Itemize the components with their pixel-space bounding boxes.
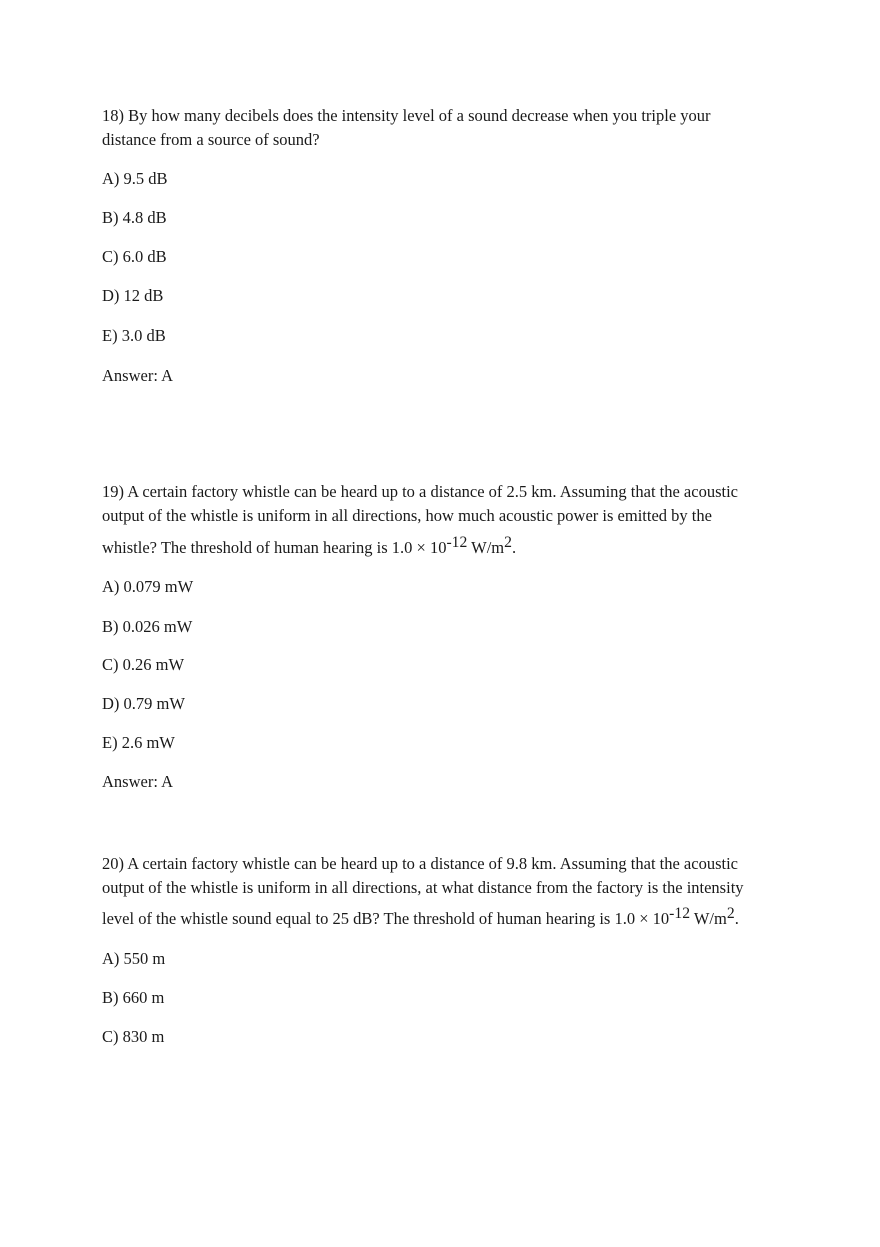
question-stem-line: distance from a source of sound?: [102, 130, 320, 149]
unit-text: W/m: [467, 538, 505, 557]
stem-text: whistle? The threshold of human hearing is 1.0 × 10: [102, 538, 447, 557]
answer-option-d: D) 12 dB: [102, 286, 164, 305]
stem-text: level of the whistle sound equal to 25 dB? The threshold of human hearing is 1.0 × 10: [102, 909, 670, 928]
answer-option-e: E) 3.0 dB: [102, 326, 166, 345]
question-stem-line: [102, 534, 517, 558]
answer-option-c: C) 6.0 dB: [102, 247, 167, 266]
answer-option-d: D) 0.79 mW: [102, 694, 185, 713]
question-stem-line: 20) A certain factory whistle can be heard up to a distance of 9.8 km. Assuming that the acoustic: [102, 854, 738, 873]
unit-text: W/m: [690, 909, 727, 928]
question-stem-line: output of the whistle is uniform in all directions, how much acoustic power is emitted by the: [102, 506, 712, 525]
answer-key: Answer: A: [102, 772, 174, 791]
answer-option-e: E) 2.6 mW: [102, 733, 175, 752]
answer-option-a: A) 0.079 mW: [102, 577, 194, 596]
answer-option-c: C) 830 m: [102, 1027, 165, 1046]
answer-option-b: B) 4.8 dB: [102, 208, 167, 227]
exponent: -12: [669, 905, 691, 922]
exponent: 2: [726, 905, 735, 922]
question-stem-line: output of the whistle is uniform in all directions, at what distance from the factory is the intensity: [102, 878, 744, 897]
exponent: -12: [446, 534, 468, 551]
answer-option-a: A) 9.5 dB: [102, 169, 168, 188]
question-stem-line: 18) By how many decibels does the intensity level of a sound decrease when you triple your: [102, 106, 711, 125]
answer-option-a: A) 550 m: [102, 949, 166, 968]
answer-option-c: C) 0.26 mW: [102, 655, 185, 674]
question-stem-line: [102, 905, 739, 929]
exponent: 2: [504, 534, 512, 551]
stem-suffix: .: [511, 538, 517, 557]
answer-option-b: B) 0.026 mW: [102, 617, 193, 636]
answer-option-b: B) 660 m: [102, 988, 165, 1007]
question-stem-line: 19) A certain factory whistle can be heard up to a distance of 2.5 km. Assuming that the acoustic: [102, 482, 738, 501]
answer-key: Answer: A: [102, 366, 174, 385]
stem-suffix: .: [734, 909, 739, 928]
